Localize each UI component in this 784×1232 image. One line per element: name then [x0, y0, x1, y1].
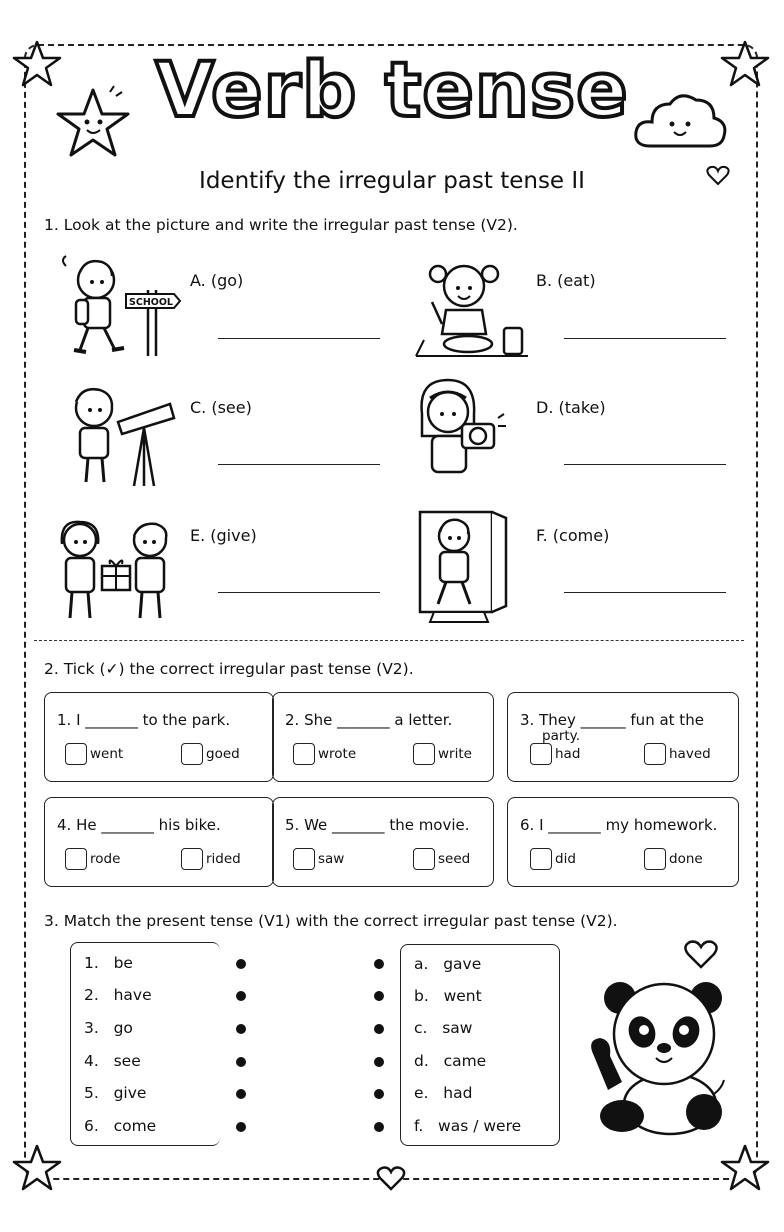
match-dot-right[interactable]	[374, 991, 384, 1001]
match-dot-right[interactable]	[374, 1122, 384, 1132]
task-b-label: B. (eat)	[536, 271, 596, 290]
list-item: c. saw	[414, 1019, 473, 1037]
checkbox[interactable]	[413, 848, 435, 870]
match-dot-right[interactable]	[374, 1024, 384, 1034]
checkbox[interactable]	[181, 848, 203, 870]
option-wrote[interactable]: wrote	[293, 743, 356, 765]
list-item: a. gave	[414, 955, 482, 973]
girl-camera-icon	[408, 374, 508, 480]
question-text: 2. She _______ a letter.	[285, 711, 453, 729]
option-rided[interactable]: rided	[181, 848, 241, 870]
checkbox[interactable]	[293, 743, 315, 765]
boy-walking-to-school-icon	[52, 250, 182, 362]
checkbox[interactable]	[181, 743, 203, 765]
checkbox[interactable]	[413, 743, 435, 765]
task-e-label: E. (give)	[190, 526, 257, 545]
list-item: 1. be	[84, 954, 133, 972]
boy-telescope-icon	[58, 378, 182, 490]
option-rode[interactable]: rode	[65, 848, 120, 870]
question-text: 6. I _______ my homework.	[520, 816, 718, 834]
list-item: 5. give	[84, 1084, 147, 1102]
star-icon	[10, 1142, 64, 1196]
list-item: d. came	[414, 1052, 487, 1070]
match-dot-right[interactable]	[374, 1089, 384, 1099]
match-dot-left[interactable]	[236, 1057, 246, 1067]
option-seed[interactable]: seed	[413, 848, 470, 870]
list-item: b. went	[414, 987, 482, 1005]
heart-icon	[376, 1164, 406, 1192]
task-d-answer-line[interactable]	[564, 464, 726, 465]
checkbox[interactable]	[644, 743, 666, 765]
match-dot-left[interactable]	[236, 1122, 246, 1132]
tick-question-4	[44, 797, 274, 887]
panda-icon	[586, 976, 732, 1142]
checkbox[interactable]	[293, 848, 315, 870]
checkbox[interactable]	[530, 743, 552, 765]
section1-heading: 1. Look at the picture and write the irregular past tense (V2).	[44, 216, 518, 234]
page-subtitle: Identify the irregular past tense II	[199, 168, 585, 194]
heart-icon	[684, 938, 718, 970]
question-text: 3. They ______ fun at the	[520, 711, 704, 729]
match-dot-left[interactable]	[236, 1089, 246, 1099]
kids-gift-icon	[48, 514, 182, 628]
checkbox[interactable]	[65, 743, 87, 765]
task-f-label: F. (come)	[536, 526, 610, 545]
section3-heading: 3. Match the present tense (V1) with the correct irregular past tense (V2).	[44, 912, 618, 930]
option-goed[interactable]: goed	[181, 743, 240, 765]
checkbox[interactable]	[530, 848, 552, 870]
question-text-continued: party.	[542, 728, 581, 744]
section-divider	[34, 640, 744, 641]
task-c-answer-line[interactable]	[218, 464, 380, 465]
school-sign-text: SCHOOL	[129, 297, 173, 308]
present-tense-list	[70, 942, 220, 1146]
match-dot-right[interactable]	[374, 959, 384, 969]
list-item: f. was / were	[414, 1117, 522, 1135]
checkbox[interactable]	[65, 848, 87, 870]
option-saw[interactable]: saw	[293, 848, 344, 870]
question-text: 5. We _______ the movie.	[285, 816, 470, 834]
boy-door-icon	[414, 508, 510, 626]
list-item: 2. have	[84, 986, 152, 1004]
option-went[interactable]: went	[65, 743, 123, 765]
question-text: 4. He _______ his bike.	[57, 816, 221, 834]
girl-eating-icon	[412, 250, 532, 360]
list-item: 4. see	[84, 1052, 141, 1070]
tick-question-2	[272, 692, 494, 782]
list-item: 3. go	[84, 1019, 133, 1037]
tick-question-3	[507, 692, 739, 782]
section2-heading: 2. Tick (✓) the correct irregular past tense (V2).	[44, 660, 414, 678]
page-title: Verb tense	[155, 45, 629, 134]
match-dot-left[interactable]	[236, 991, 246, 1001]
task-e-answer-line[interactable]	[218, 592, 380, 593]
match-dot-right[interactable]	[374, 1057, 384, 1067]
option-write[interactable]: write	[413, 743, 472, 765]
option-haved[interactable]: haved	[644, 743, 711, 765]
list-item: 6. come	[84, 1117, 157, 1135]
option-done[interactable]: done	[644, 848, 703, 870]
tick-question-6	[507, 797, 739, 887]
past-tense-list	[400, 944, 560, 1146]
task-c-label: C. (see)	[190, 398, 252, 417]
option-did[interactable]: did	[530, 848, 576, 870]
match-dot-left[interactable]	[236, 1024, 246, 1034]
task-f-answer-line[interactable]	[564, 592, 726, 593]
task-b-answer-line[interactable]	[564, 338, 726, 339]
task-d-label: D. (take)	[536, 398, 606, 417]
match-dot-left[interactable]	[236, 959, 246, 969]
star-icon	[718, 1142, 772, 1196]
option-had[interactable]: had	[530, 743, 580, 765]
task-a-answer-line[interactable]	[218, 338, 380, 339]
tick-question-5	[272, 797, 494, 887]
checkbox[interactable]	[644, 848, 666, 870]
question-text: 1. I _______ to the park.	[57, 711, 231, 729]
list-item: e. had	[414, 1084, 473, 1102]
task-a-label: A. (go)	[190, 271, 244, 290]
tick-question-1	[44, 692, 274, 782]
